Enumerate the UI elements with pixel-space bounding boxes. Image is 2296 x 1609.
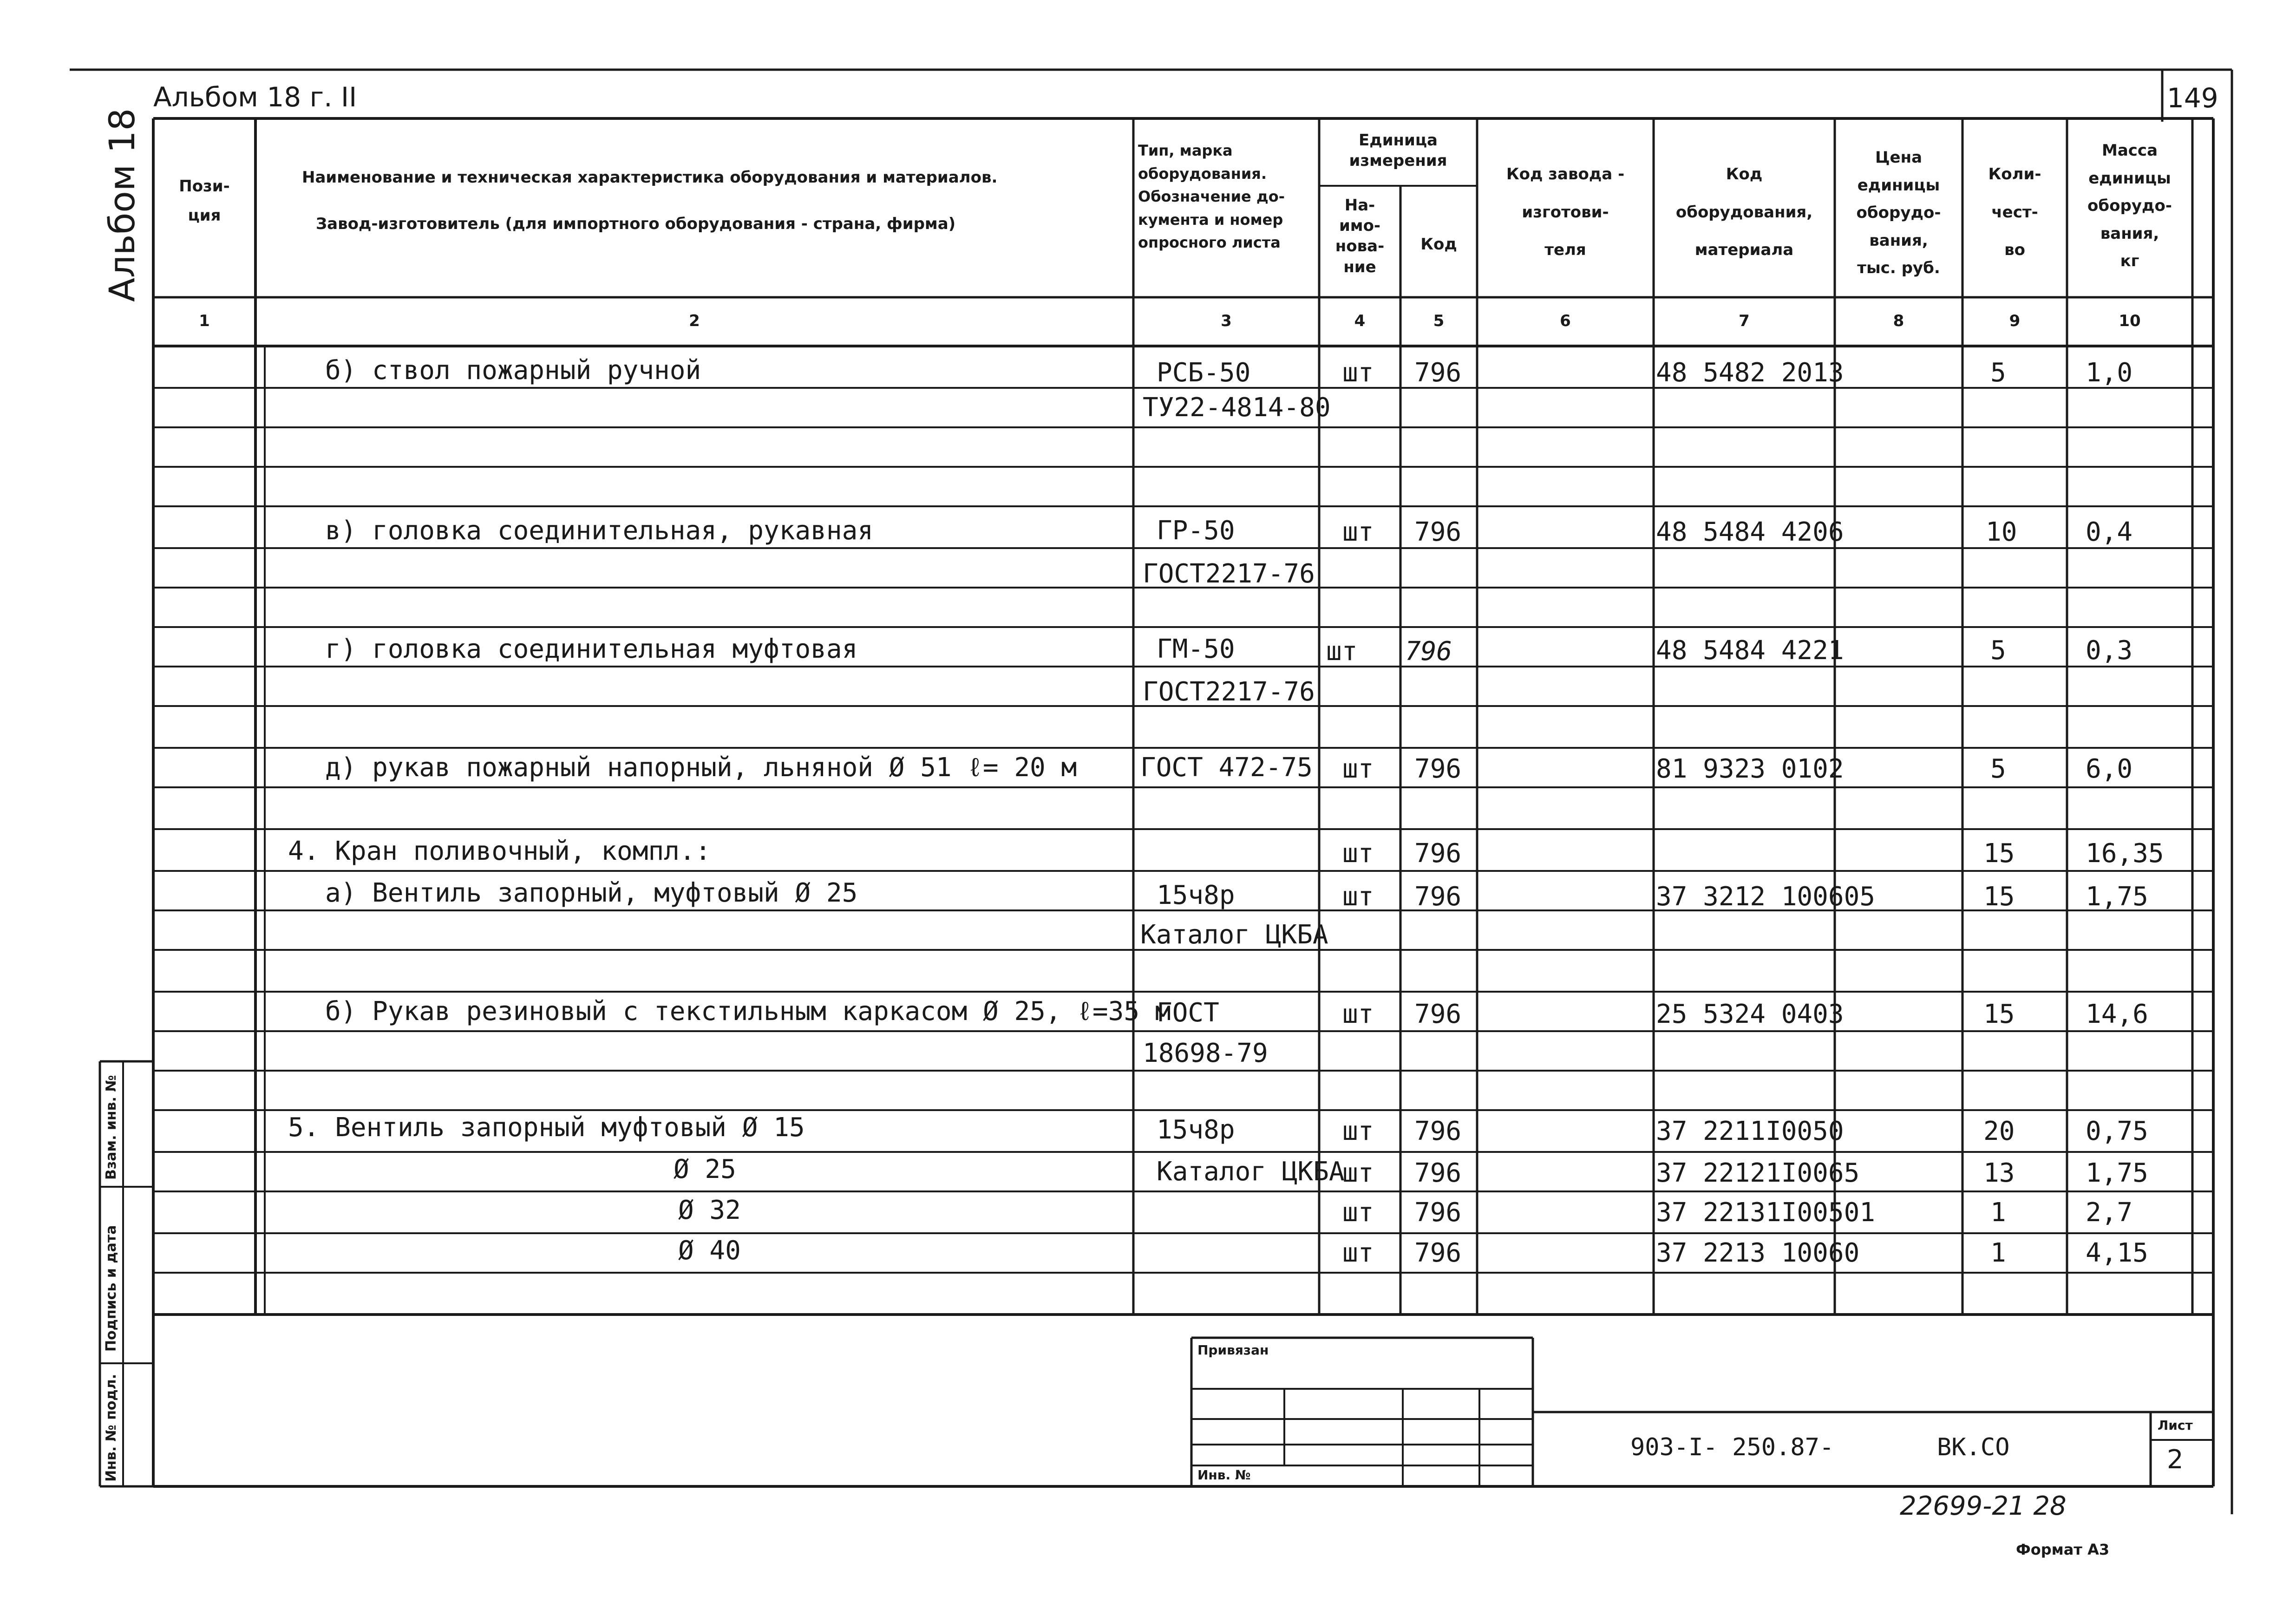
header-mass: Масса единицы оборудо- вания, кг <box>2087 141 2172 270</box>
row-equip-code: 48 5484 4206 <box>1656 517 1844 547</box>
row-equip-code: 25 5324 0403 <box>1656 999 1844 1029</box>
row-type: РСБ-50 <box>1157 358 1251 388</box>
header-name-line1: Наименование и техническая характеристика оборудования и материалов. <box>302 168 998 187</box>
row-qty: 15 <box>1983 999 2015 1029</box>
side-stamp-inv-podl: Инв. № подл. <box>103 1374 119 1482</box>
row-mass: 6,0 <box>2086 754 2133 784</box>
row-code: 796 <box>1414 1238 1462 1268</box>
row-name: б) ствол пожарный ручной <box>325 355 701 386</box>
col-number-5: 5 <box>1433 312 1445 330</box>
row-mass: 2,7 <box>2086 1197 2133 1228</box>
row-qty: 15 <box>1983 838 2015 869</box>
row-equip-code: 81 9323 0102 <box>1656 754 1844 784</box>
row-code: 796 <box>1414 838 1462 869</box>
row-code: 796 <box>1414 1116 1462 1146</box>
row-mass: 0,75 <box>2086 1116 2148 1146</box>
header-unit-group: Единица измерения <box>1349 131 1447 170</box>
header-name-line2: Завод-изготовитель (для импортного оборудования - страна, фирма) <box>316 215 956 233</box>
row-mass: 0,4 <box>2086 517 2133 547</box>
bottom-number: 22699-21 28 <box>1900 1491 2067 1521</box>
row-unit: шт <box>1326 636 1358 667</box>
row-mass: 1,0 <box>2086 358 2133 388</box>
row-mass: 1,75 <box>2086 882 2148 912</box>
row-equip-code: 37 2211I0050 <box>1656 1116 1844 1146</box>
row-name: Ø 32 <box>678 1195 741 1225</box>
col-number-7: 7 <box>1739 312 1750 330</box>
row-mass: 16,35 <box>2086 838 2164 869</box>
row-qty: 20 <box>1983 1116 2015 1146</box>
col-number-4: 4 <box>1354 312 1366 330</box>
row-code: 796 <box>1414 1197 1462 1228</box>
row-unit: шт <box>1342 1197 1374 1228</box>
row-qty: 1 <box>1990 1197 2006 1228</box>
row-code: 796 <box>1414 754 1462 784</box>
row-unit: шт <box>1342 517 1374 547</box>
header-position: Пози- ция <box>179 177 230 225</box>
row-unit: шт <box>1342 754 1374 784</box>
col-number-3: 3 <box>1221 312 1232 330</box>
row-equip-code: 48 5482 2013 <box>1656 358 1844 388</box>
row-equip-code: 48 5484 4221 <box>1656 635 1844 666</box>
row-type: ТУ22-4814-80 <box>1143 392 1331 423</box>
row-type: ГОСТ2217-76 <box>1143 677 1315 707</box>
row-code: 796 <box>1414 1158 1462 1188</box>
row-name: а) Вентиль запорный, муфтовый Ø 25 <box>325 878 858 908</box>
row-mass: 1,75 <box>2086 1158 2148 1188</box>
row-name: в) головка соединительная, рукавная <box>325 516 874 546</box>
format-label: Формат А3 <box>2016 1541 2110 1558</box>
row-name: б) Рукав резиновый с текстильным каркасом Ø 25, ℓ=35 м <box>325 996 1171 1027</box>
row-unit: шт <box>1342 1238 1374 1268</box>
col-number-10: 10 <box>2119 312 2141 330</box>
header-type: Тип, марка оборудования. Обозначение до- кумента и номер опросного листа <box>1138 142 1285 252</box>
header-unit-code: Код <box>1420 235 1457 254</box>
row-qty: 15 <box>1983 882 2015 912</box>
row-type: ГОСТ 472-75 <box>1140 752 1313 783</box>
row-qty: 5 <box>1990 635 2006 666</box>
row-name: Ø 40 <box>678 1236 741 1266</box>
row-type: Каталог ЦКБА <box>1140 920 1328 950</box>
sheet-number: 2 <box>2167 1445 2184 1475</box>
row-unit: шт <box>1342 882 1374 912</box>
col-number-9: 9 <box>2009 312 2021 330</box>
side-stamp-podpis: Подпись и дата <box>103 1225 119 1352</box>
col-number-2: 2 <box>689 312 700 330</box>
row-code: 796 <box>1414 517 1462 547</box>
stamp-inv-no: Инв. № <box>1197 1467 1251 1483</box>
row-equip-code: 37 22121I0065 <box>1656 1158 1860 1188</box>
row-type: ГОСТ2217-76 <box>1143 559 1315 589</box>
header-equipment-code: Код оборудования, материала <box>1675 165 1813 260</box>
row-equip-code: 37 3212 100605 <box>1656 882 1876 912</box>
album-label: Альбом 18 г. II <box>153 81 357 113</box>
row-code: 796 <box>1414 999 1462 1029</box>
row-name: 5. Вентиль запорный муфтовый Ø 15 <box>288 1112 805 1143</box>
doc-code: 903-I- 250.87- <box>1630 1433 1834 1461</box>
row-code: 796 <box>1414 882 1462 912</box>
row-unit: шт <box>1342 838 1374 869</box>
row-name: д) рукав пожарный напорный, льняной Ø 51 ℓ= 20 м <box>325 752 1077 783</box>
row-mass: 0,3 <box>2086 635 2133 666</box>
row-unit: шт <box>1342 358 1374 388</box>
stamp-attached: Привязан <box>1197 1342 1269 1358</box>
row-unit: шт <box>1342 1158 1374 1188</box>
row-qty: 5 <box>1990 358 2006 388</box>
row-type: 15ч8р <box>1157 1115 1235 1145</box>
row-equip-code: 37 2213 10060 <box>1656 1238 1860 1268</box>
row-qty: 1 <box>1990 1238 2006 1268</box>
row-type: ГОСТ <box>1157 998 1219 1028</box>
row-type: ГР-50 <box>1157 516 1235 546</box>
row-mass: 14,6 <box>2086 999 2148 1029</box>
header-price: Цена единицы оборудо- вания, тыс. руб. <box>1856 148 1941 277</box>
row-type: Каталог ЦКБА <box>1157 1157 1345 1187</box>
row-unit: шт <box>1342 999 1374 1029</box>
row-equip-code: 37 22131I00501 <box>1656 1197 1876 1228</box>
page-number: 149 <box>2167 82 2218 114</box>
sheet-label: Лист <box>2158 1418 2193 1433</box>
row-name: г) головка соединительная муфтовая <box>325 634 858 664</box>
row-type: 18698-79 <box>1143 1038 1268 1068</box>
row-type: ГМ-50 <box>1157 634 1235 664</box>
col-number-8: 8 <box>1893 312 1904 330</box>
header-factory-code: Код завода - изготови- теля <box>1506 165 1625 260</box>
row-unit: шт <box>1342 1116 1374 1146</box>
vertical-album-label: Альбом 18 <box>101 108 143 302</box>
row-code: 796 <box>1405 636 1452 667</box>
header-unit-name: На- имо- нова- ние <box>1335 196 1385 276</box>
row-qty: 13 <box>1983 1158 2015 1188</box>
row-mass: 4,15 <box>2086 1238 2148 1268</box>
col-number-1: 1 <box>199 312 210 330</box>
row-qty: 10 <box>1986 517 2017 547</box>
row-name: Ø 25 <box>674 1154 736 1184</box>
doc-suffix: ВК.СО <box>1937 1433 2010 1461</box>
row-qty: 5 <box>1990 754 2006 784</box>
side-stamp-vzam: Взам. инв. № <box>103 1075 119 1180</box>
header-quantity: Коли- чест- во <box>1988 165 2041 260</box>
row-name: 4. Кран поливочный, компл.: <box>288 836 711 866</box>
row-type: 15ч8р <box>1157 880 1235 910</box>
col-number-6: 6 <box>1560 312 1571 330</box>
row-code: 796 <box>1414 358 1462 388</box>
